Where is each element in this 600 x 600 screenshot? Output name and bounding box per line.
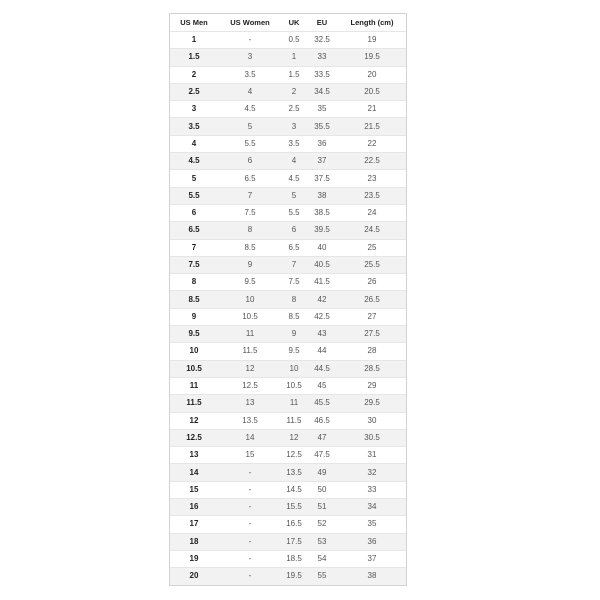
length-cm-cell: 23	[367, 173, 377, 183]
uk-cell: 7	[291, 260, 297, 269]
uk-cell: 11	[289, 398, 299, 408]
us-women-cell: -	[248, 502, 252, 512]
us-women-cell: -	[248, 554, 252, 564]
uk-cell: 15.5	[286, 502, 302, 512]
table-row	[170, 256, 406, 273]
length-cm-cell: 33	[367, 484, 377, 494]
table-row	[170, 239, 406, 256]
length-cm-cell: 20	[367, 69, 377, 79]
table-row	[170, 204, 406, 221]
table-row	[170, 48, 406, 65]
uk-cell: 10	[289, 363, 299, 373]
eu-cell: 32.5	[314, 35, 330, 45]
us-women-cell: 13	[245, 398, 255, 408]
eu-cell: 34.5	[314, 87, 330, 97]
us-men-cell: 5	[191, 173, 197, 183]
table-row	[170, 446, 406, 463]
us-men-cell: 20	[189, 571, 199, 581]
uk-cell: 6.5	[288, 242, 300, 252]
length-cm-cell: 20.5	[364, 87, 380, 97]
us-women-cell: 14	[245, 432, 255, 442]
us-men-cell: 14	[189, 467, 199, 477]
table-row	[170, 429, 406, 446]
eu-cell: 37.5	[314, 173, 330, 183]
us-men-cell: 6.5	[188, 225, 200, 235]
size-chart-table	[169, 13, 407, 586]
eu-cell: 44	[317, 346, 327, 356]
us-women-cell: 13.5	[242, 415, 258, 425]
table-row	[170, 325, 406, 342]
uk-cell: 9	[291, 329, 297, 339]
us-women-cell: 4.5	[244, 104, 256, 114]
uk-cell: 16.5	[286, 519, 302, 529]
length-cm-cell: 21.5	[364, 121, 380, 131]
eu-cell: 44.5	[314, 363, 330, 373]
us-women-cell: 6.5	[244, 173, 256, 183]
us-men-cell: 16	[189, 502, 199, 512]
us-women-cell: 9	[247, 260, 253, 269]
table-row	[170, 290, 406, 307]
us-men-cell: 8	[191, 277, 197, 287]
us-men-cell: 6	[191, 208, 197, 218]
length-cm-cell: 29.5	[364, 398, 380, 408]
header-eu: EU	[316, 17, 328, 27]
eu-cell: 42.5	[314, 311, 330, 321]
table-row	[170, 117, 406, 134]
table-row	[170, 31, 406, 48]
uk-cell: 19.5	[286, 571, 302, 581]
table-row	[170, 394, 406, 411]
us-men-cell: 12	[189, 415, 199, 425]
us-women-cell: -	[248, 571, 252, 581]
uk-cell: 5	[291, 190, 297, 200]
header-us-women: US Women	[230, 17, 270, 27]
us-men-cell: 15	[189, 484, 199, 494]
eu-cell: 42	[317, 294, 327, 304]
eu-cell: 43	[317, 329, 327, 339]
us-men-cell: 4	[191, 138, 197, 148]
uk-cell: 11.5	[286, 415, 302, 425]
uk-cell: 5.5	[288, 208, 300, 218]
us-women-cell: 15	[245, 450, 255, 460]
length-cm-cell: 25	[367, 242, 377, 252]
eu-cell: 35	[317, 104, 327, 114]
uk-cell: 1	[291, 52, 297, 62]
us-men-cell: 7	[191, 242, 197, 252]
length-cm-cell: 30.5	[364, 432, 380, 442]
table-row	[170, 221, 406, 238]
length-cm-cell: 24	[367, 208, 377, 218]
header-us-men: US Men	[180, 17, 208, 27]
uk-cell: 6	[291, 225, 297, 235]
us-men-cell: 3.5	[188, 121, 200, 131]
us-men-cell: 10.5	[186, 363, 202, 373]
table-row	[170, 567, 406, 584]
us-men-cell: 10	[189, 346, 199, 356]
table-row	[170, 152, 406, 169]
us-men-cell: 3	[191, 104, 197, 114]
length-cm-cell: 37	[367, 554, 377, 564]
eu-cell: 46.5	[314, 415, 330, 425]
us-men-cell: 9.5	[188, 329, 200, 339]
us-women-cell: -	[248, 467, 252, 477]
table-row	[170, 481, 406, 498]
us-women-cell: -	[248, 35, 252, 45]
eu-cell: 45	[317, 381, 327, 391]
table-row	[170, 308, 406, 325]
us-women-cell: 3	[247, 52, 253, 62]
table-row	[170, 342, 406, 359]
eu-cell: 50	[317, 484, 327, 494]
us-men-cell: 8.5	[188, 294, 200, 304]
us-women-cell: 9.5	[244, 277, 256, 287]
eu-cell: 33	[317, 52, 327, 62]
uk-cell: 13.5	[286, 467, 302, 477]
us-men-cell: 9	[191, 311, 197, 321]
length-cm-cell: 27.5	[364, 329, 380, 339]
length-cm-cell: 31	[367, 450, 377, 460]
length-cm-cell: 38	[367, 571, 377, 581]
length-cm-cell: 19	[367, 35, 377, 45]
eu-cell: 35.5	[314, 121, 330, 131]
table-row	[170, 66, 406, 83]
us-men-cell: 5.5	[188, 190, 200, 200]
length-cm-cell: 23.5	[364, 190, 380, 200]
header-uk: UK	[288, 17, 300, 27]
uk-cell: 17.5	[286, 536, 302, 546]
eu-cell: 40.5	[314, 260, 330, 269]
uk-cell: 1.5	[288, 69, 300, 79]
us-men-cell: 17	[189, 519, 199, 529]
table-row	[170, 533, 406, 550]
length-cm-cell: 26.5	[364, 294, 380, 304]
length-cm-cell: 36	[367, 536, 377, 546]
us-men-cell: 13	[189, 450, 199, 460]
us-women-cell: 8	[247, 225, 253, 235]
table-row	[170, 550, 406, 567]
eu-cell: 33.5	[314, 69, 330, 79]
eu-cell: 41.5	[314, 277, 330, 287]
us-men-cell: 2.5	[188, 87, 200, 97]
us-men-cell: 1.5	[188, 52, 200, 62]
length-cm-cell: 24.5	[364, 225, 380, 235]
eu-cell: 38	[317, 190, 327, 200]
length-cm-cell: 26	[367, 277, 377, 287]
table-row	[170, 169, 406, 186]
length-cm-cell: 22	[367, 138, 377, 148]
uk-cell: 0.5	[288, 35, 300, 45]
us-women-cell: 5	[247, 121, 253, 131]
uk-cell: 3	[291, 121, 297, 131]
eu-cell: 45.5	[314, 398, 330, 408]
table-row	[170, 135, 406, 152]
table-row	[170, 515, 406, 532]
us-women-cell: 11.5	[242, 346, 258, 356]
us-women-cell: 6	[247, 156, 253, 166]
uk-cell: 3.5	[288, 138, 300, 148]
uk-cell: 4.5	[288, 173, 300, 183]
uk-cell: 9.5	[288, 346, 300, 356]
uk-cell: 8	[291, 294, 297, 304]
us-women-cell: 12.5	[242, 381, 258, 391]
table-row	[170, 377, 406, 394]
us-women-cell: 7.5	[244, 208, 256, 218]
eu-cell: 47.5	[314, 450, 330, 460]
length-cm-cell: 22.5	[364, 156, 380, 166]
us-women-cell: 12	[245, 363, 255, 373]
length-cm-cell: 32	[367, 467, 377, 477]
table-row	[170, 83, 406, 100]
uk-cell: 2.5	[288, 104, 300, 114]
eu-cell: 54	[317, 554, 327, 564]
us-men-cell: 19	[189, 554, 199, 564]
us-men-cell: 11	[189, 381, 199, 391]
length-cm-cell: 28.5	[364, 363, 380, 373]
us-women-cell: 10	[245, 294, 255, 304]
length-cm-cell: 21	[367, 104, 377, 114]
length-cm-cell: 35	[367, 519, 377, 529]
us-women-cell: 7	[247, 190, 253, 200]
us-men-cell: 18	[189, 536, 199, 546]
us-women-cell: -	[248, 519, 252, 529]
table-row	[170, 498, 406, 515]
us-men-cell: 11.5	[186, 398, 202, 408]
eu-cell: 51	[317, 502, 327, 512]
eu-cell: 38.5	[314, 208, 330, 218]
eu-cell: 37	[317, 156, 327, 166]
uk-cell: 12.5	[286, 450, 302, 460]
length-cm-cell: 19.5	[364, 52, 380, 62]
table-row	[170, 463, 406, 480]
us-men-cell: 12.5	[186, 432, 202, 442]
table-row	[170, 187, 406, 204]
length-cm-cell: 30	[367, 415, 377, 425]
us-men-cell: 1	[191, 35, 197, 45]
uk-cell: 18.5	[286, 554, 302, 564]
length-cm-cell: 29	[367, 381, 377, 391]
us-men-cell: 4.5	[188, 156, 200, 166]
uk-cell: 12	[289, 432, 299, 442]
table-header-row	[170, 14, 406, 31]
uk-cell: 2	[291, 87, 297, 97]
us-men-cell: 7.5	[188, 260, 200, 269]
header-length-cm: Length (cm)	[350, 17, 394, 27]
eu-cell: 52	[317, 519, 327, 529]
uk-cell: 8.5	[288, 311, 300, 321]
us-women-cell: 4	[247, 87, 253, 97]
us-men-cell: 2	[191, 69, 197, 79]
us-women-cell: 3.5	[244, 69, 256, 79]
table-row	[170, 412, 406, 429]
table-row	[170, 360, 406, 377]
eu-cell: 47	[317, 432, 327, 442]
us-women-cell: -	[248, 484, 252, 494]
eu-cell: 49	[317, 467, 327, 477]
uk-cell: 14.5	[286, 484, 302, 494]
uk-cell: 7.5	[288, 277, 300, 287]
eu-cell: 55	[317, 571, 327, 581]
eu-cell: 36	[317, 138, 327, 148]
uk-cell: 10.5	[286, 381, 302, 391]
eu-cell: 40	[317, 242, 327, 252]
us-women-cell: 10.5	[242, 311, 258, 321]
table-body	[170, 31, 406, 585]
eu-cell: 39.5	[314, 225, 330, 235]
uk-cell: 4	[291, 156, 297, 166]
length-cm-cell: 34	[367, 502, 377, 512]
table-row	[170, 100, 406, 117]
length-cm-cell: 28	[367, 346, 377, 356]
eu-cell: 53	[317, 536, 327, 546]
us-women-cell: 5.5	[244, 138, 256, 148]
length-cm-cell: 25.5	[364, 260, 380, 269]
us-women-cell: -	[248, 536, 252, 546]
table-row	[170, 273, 406, 290]
length-cm-cell: 27	[367, 311, 377, 321]
us-women-cell: 8.5	[244, 242, 256, 252]
us-women-cell: 11	[245, 329, 255, 339]
